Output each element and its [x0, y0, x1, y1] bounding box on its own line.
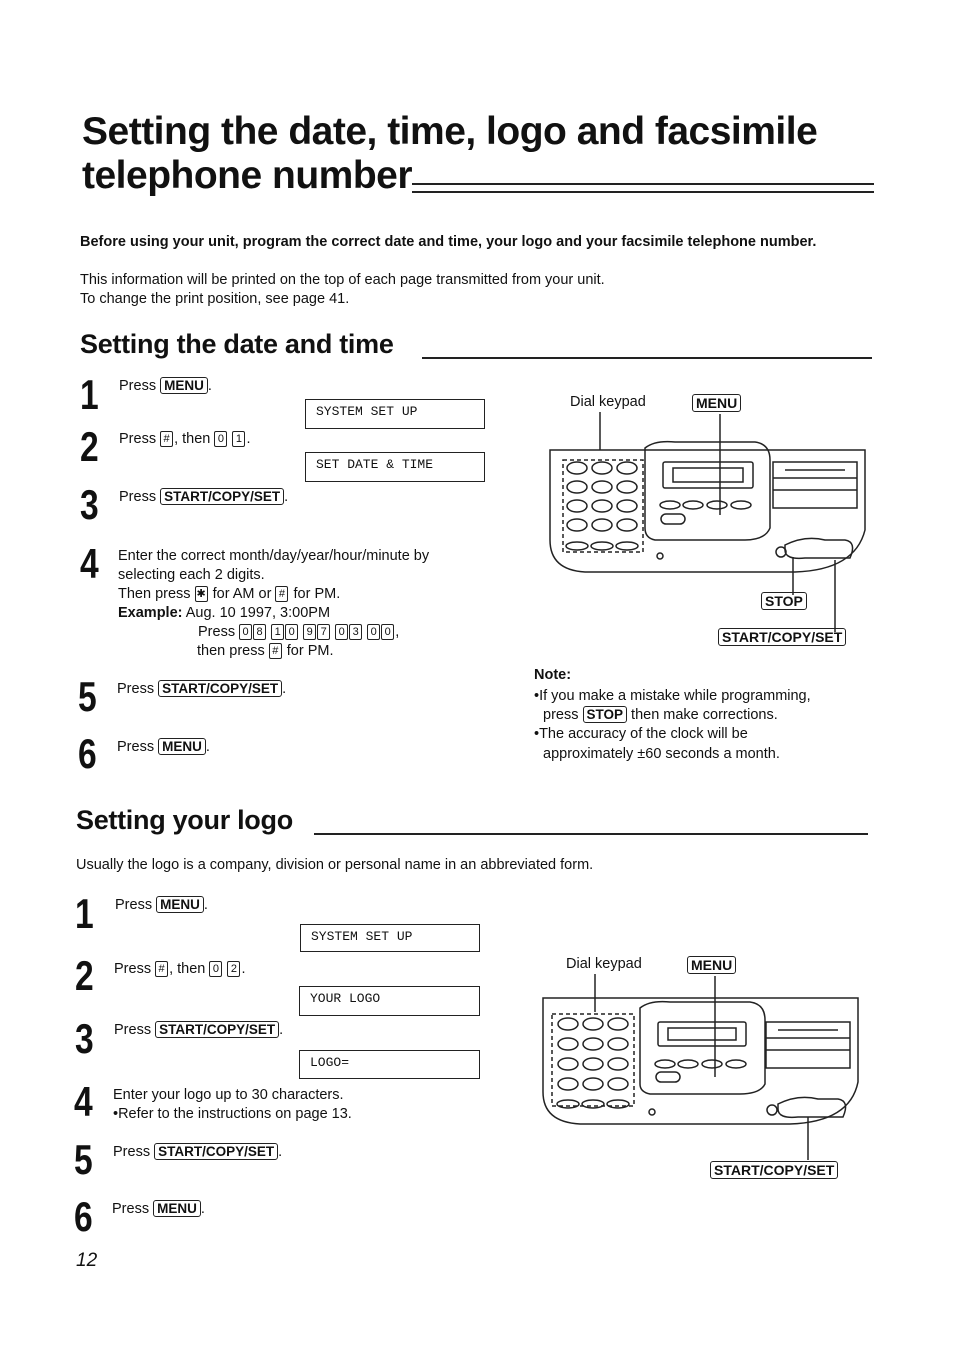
step-number: 3	[75, 1015, 94, 1062]
section-rule	[422, 357, 872, 359]
note-title: Note:	[534, 667, 572, 683]
lcd-display: SYSTEM SET UP	[300, 924, 480, 952]
step-number: 1	[75, 890, 94, 937]
note-1b: press STOP then make corrections.	[543, 707, 778, 723]
digit-key: 1	[232, 431, 245, 447]
start-copy-set-label: START/COPY/SET	[710, 1161, 838, 1179]
menu-key: MENU	[158, 738, 206, 755]
section-heading-date-time: Setting the date and time	[80, 329, 394, 359]
menu-label: MENU	[692, 394, 741, 412]
fax-machine-illustration	[540, 972, 865, 1172]
title-line-1: Setting the date, time, logo and facsimile	[82, 110, 818, 153]
step-4-text: Enter the correct month/day/year/hour/minute by selecting each 2 digits. Then press ✱ for AM or # for PM. Example: Aug. 10 1997, 3:00PM Press 0 8 1 0 9 7 0 3 0 0 , then press # for PM.	[118, 547, 518, 661]
hash-key: #	[160, 431, 173, 447]
menu-key: MENU	[153, 1200, 201, 1217]
step-1-text: Press MENU .	[119, 378, 212, 394]
title-rule	[412, 183, 874, 193]
digit-key: 0	[214, 431, 227, 447]
start-copy-set-key: START/COPY/SET	[154, 1143, 278, 1160]
start-copy-set-key: START/COPY/SET	[160, 488, 284, 505]
intro-bold: Before using your unit, program the correct date and time, your logo and your facsimile telephone number.	[80, 234, 817, 250]
step-number: 1	[80, 371, 99, 418]
step-4-text: Enter your logo up to 30 characters. •Refer to the instructions on page 13.	[113, 1087, 352, 1122]
step-3-text: Press START/COPY/SET .	[119, 489, 289, 505]
fax-machine-illustration	[545, 410, 870, 640]
stop-label: STOP	[761, 592, 807, 610]
start-copy-set-key: START/COPY/SET	[155, 1021, 279, 1038]
step-3-text: Press START/COPY/SET .	[114, 1022, 284, 1038]
step-2-text: Press # , then 0 1 .	[119, 431, 251, 447]
start-copy-set-key: START/COPY/SET	[158, 680, 282, 697]
step-number: 4	[80, 540, 99, 587]
lcd-display: SYSTEM SET UP	[305, 399, 485, 429]
intro-line-2: To change the print position, see page 41.	[80, 291, 350, 307]
note-1a: •If you make a mistake while programming,	[534, 688, 811, 704]
stop-key: STOP	[583, 706, 628, 723]
step-number: 2	[80, 423, 99, 470]
note-2b: approximately ±60 seconds a month.	[543, 746, 780, 762]
menu-key: MENU	[156, 896, 204, 913]
step-number: 4	[74, 1078, 93, 1125]
intro-line-1: This information will be printed on the top of each page transmitted from your unit.	[80, 272, 605, 288]
start-copy-set-label: START/COPY/SET	[718, 628, 846, 646]
step-2-text: Press # , then 0 2 .	[114, 961, 246, 977]
hash-key: #	[275, 586, 288, 602]
logo-intro: Usually the logo is a company, division or personal name in an abbreviated form.	[76, 857, 594, 873]
hash-key: #	[155, 961, 168, 977]
step-number: 5	[78, 673, 97, 720]
step-number: 6	[78, 730, 97, 777]
step-6-text: Press MENU .	[117, 739, 210, 755]
step-number: 5	[74, 1136, 93, 1183]
lcd-display: SET DATE & TIME	[305, 452, 485, 482]
star-key: ✱	[196, 588, 206, 601]
dial-keypad-label: Dial keypad	[570, 394, 646, 410]
hash-key: #	[269, 643, 282, 659]
page-number: 12	[76, 1250, 98, 1271]
title-line-2: telephone number	[82, 154, 413, 197]
section-rule	[314, 833, 868, 835]
section-heading-logo: Setting your logo	[76, 805, 293, 835]
example-digits: Press 0 8 1 0 9 7 0 3 0 0 ,	[198, 624, 400, 640]
step-5-text: Press START/COPY/SET .	[113, 1144, 283, 1160]
step-number: 2	[75, 952, 94, 999]
lcd-display: LOGO=	[299, 1050, 480, 1079]
step-number: 3	[80, 481, 99, 528]
dial-keypad-label: Dial keypad	[566, 956, 642, 972]
note-2a: •The accuracy of the clock will be	[534, 726, 748, 742]
step-6-text: Press MENU .	[112, 1201, 205, 1217]
menu-key: MENU	[160, 377, 208, 394]
lcd-display: YOUR LOGO	[299, 986, 480, 1016]
step-1-text: Press MENU .	[115, 897, 208, 913]
step-number: 6	[74, 1193, 93, 1240]
step-5-text: Press START/COPY/SET .	[117, 681, 287, 697]
menu-label: MENU	[687, 956, 736, 974]
